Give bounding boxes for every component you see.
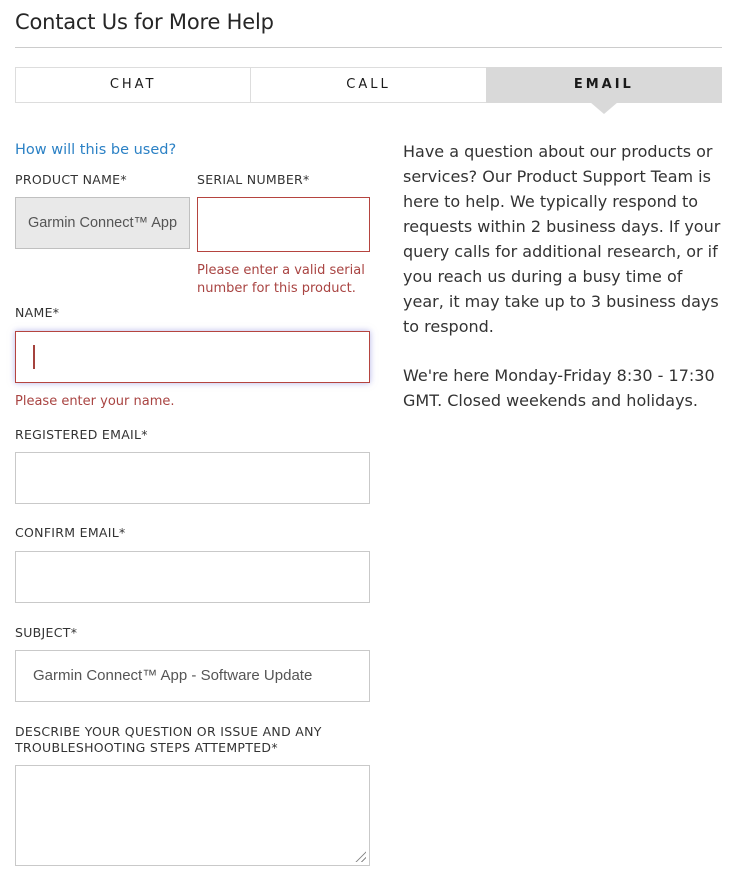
support-info	[403, 139, 722, 870]
registered-email-input[interactable]	[15, 452, 370, 504]
subject-input[interactable]	[15, 650, 370, 702]
content-area	[15, 139, 722, 870]
product-name-field: Garmin Connect™ App	[15, 197, 190, 249]
page-title: Contact Us for More Help	[15, 10, 274, 34]
product-name-label: PRODUCT NAME*	[15, 172, 127, 187]
registered-email-label: REGISTERED EMAIL*	[15, 427, 148, 443]
active-tab-caret-icon	[590, 102, 618, 114]
tab-call[interactable]	[250, 67, 486, 103]
tab-chat-label: CHAT	[109, 77, 157, 92]
serial-number-error: Please enter a valid serial number for this product.	[197, 263, 365, 296]
describe-textarea[interactable]	[15, 765, 370, 866]
serial-number-label: SERIAL NUMBER*	[197, 172, 310, 187]
support-info-paragraph-1: Have a question about our products or services? Our Product Support Team is here to help. We typically respond to requests within 2 business days. If your query calls for additional research, or if you reach us during a busy time of year, it may take up to 3 business days to respond.	[403, 142, 721, 336]
spacer	[15, 252, 190, 297]
name-input[interactable]	[15, 331, 370, 383]
serial-number-input[interactable]	[197, 197, 370, 252]
support-info-paragraph-2: We're here Monday-Friday 8:30 - 17:30 GMT. Closed weekends and holidays.	[403, 366, 715, 410]
email-form	[15, 139, 370, 870]
name-error: Please enter your name.	[15, 393, 175, 409]
describe-textarea-wrap	[15, 765, 370, 870]
subject-label: SUBJECT*	[15, 624, 78, 640]
contact-method-tabs	[15, 67, 722, 103]
title-divider	[15, 47, 722, 48]
name-input-wrap	[15, 331, 370, 383]
name-label: NAME*	[15, 305, 60, 321]
product-serial-row	[15, 172, 370, 297]
describe-label: DESCRIBE YOUR QUESTION OR ISSUE AND ANY TROUBLESHOOTING STEPS ATTEMPTED*	[15, 723, 322, 756]
subject-group	[15, 625, 370, 702]
describe-group	[15, 724, 370, 870]
confirm-email-input[interactable]	[15, 551, 370, 603]
tab-email[interactable]	[486, 67, 722, 103]
how-used-link[interactable]: How will this be used?	[15, 142, 177, 158]
name-field-group	[15, 305, 370, 410]
text-cursor	[33, 345, 35, 369]
confirm-email-label: CONFIRM EMAIL*	[15, 525, 126, 541]
tab-chat[interactable]	[15, 67, 251, 103]
tab-email-label: EMAIL	[573, 77, 634, 92]
tab-call-label: CALL	[346, 77, 391, 92]
registered-email-group	[15, 427, 370, 504]
confirm-email-group	[15, 525, 370, 602]
